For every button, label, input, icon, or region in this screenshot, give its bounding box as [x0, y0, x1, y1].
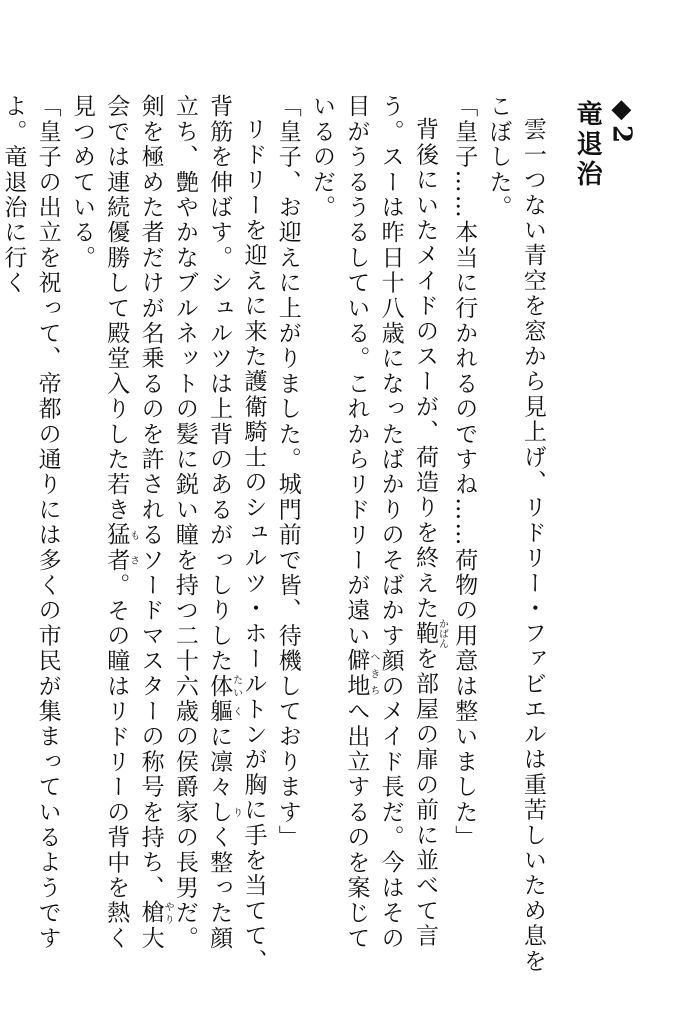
dialogue-paragraph: 「皇子、お迎えに上がりました。城門前で皆、待機しております」: [274, 94, 301, 850]
ruby-annotation: 猛も: [103, 522, 139, 548]
ruby-annotation: 槍やり: [137, 900, 174, 926]
ruby-annotation: 軀く: [206, 698, 242, 725]
ruby-annotation: 僻地へきち: [343, 648, 379, 699]
narration-paragraph: 雲一つない青空を窓から見上げ、リドリー・ファビエルは重苦しいため息をこぼした。: [485, 94, 546, 974]
ruby-annotation: 者さ: [103, 547, 139, 573]
narration-paragraph: 背後にいたメイドのスーが、荷造りを終えた鞄かばんを部屋の扉の前に並べて言う。スーは昨日十八歳になったばかりのそばかす顔のメイド長だ。今はその目がうるうるしている。これからリドリーが遠い僻地へきちへ出立するのを案じているのだ。: [309, 94, 448, 951]
ruby-annotation: 鞄かばん: [411, 618, 448, 649]
chapter-heading: [570, 94, 639, 974]
chapter-title: 竜退治: [572, 100, 603, 190]
ruby-annotation: 体たい: [206, 673, 242, 699]
narration-paragraph: リドリーを迎えに来た護衛騎士のシュルツ・ホールトンが胸に手を当てて、背筋を伸ばす。シュルツは上背のあるがっしりした体たい軀くに凛々しりく整った顔立ち、艶やかなブルネットの髪に鋭い瞳を持つ二十六歳の侯爵家の長男だ。剣を極めた者だけが名乗るのを許されるソードマスターの称号を持ち、槍やり大会では連続優勝して殿堂入りした若き猛も者さ。その瞳はリドリーの背中を熱く見つめている。: [68, 94, 267, 974]
ruby-annotation: しり: [206, 799, 242, 825]
dialogue-paragraph: 「皇子の出立を祝って、帝都の通りには多くの市民が集まっているようですよ。竜退治に行く: [0, 94, 61, 951]
vertical-text-block: [0, 94, 660, 974]
dialogue-paragraph: 「皇子……本当に行かれるのですね……荷物の用意は整いました」: [451, 94, 478, 850]
chapter-number: 2: [606, 125, 637, 145]
body-text: [0, 94, 550, 974]
diamond-marker-icon: ◆: [606, 94, 637, 125]
